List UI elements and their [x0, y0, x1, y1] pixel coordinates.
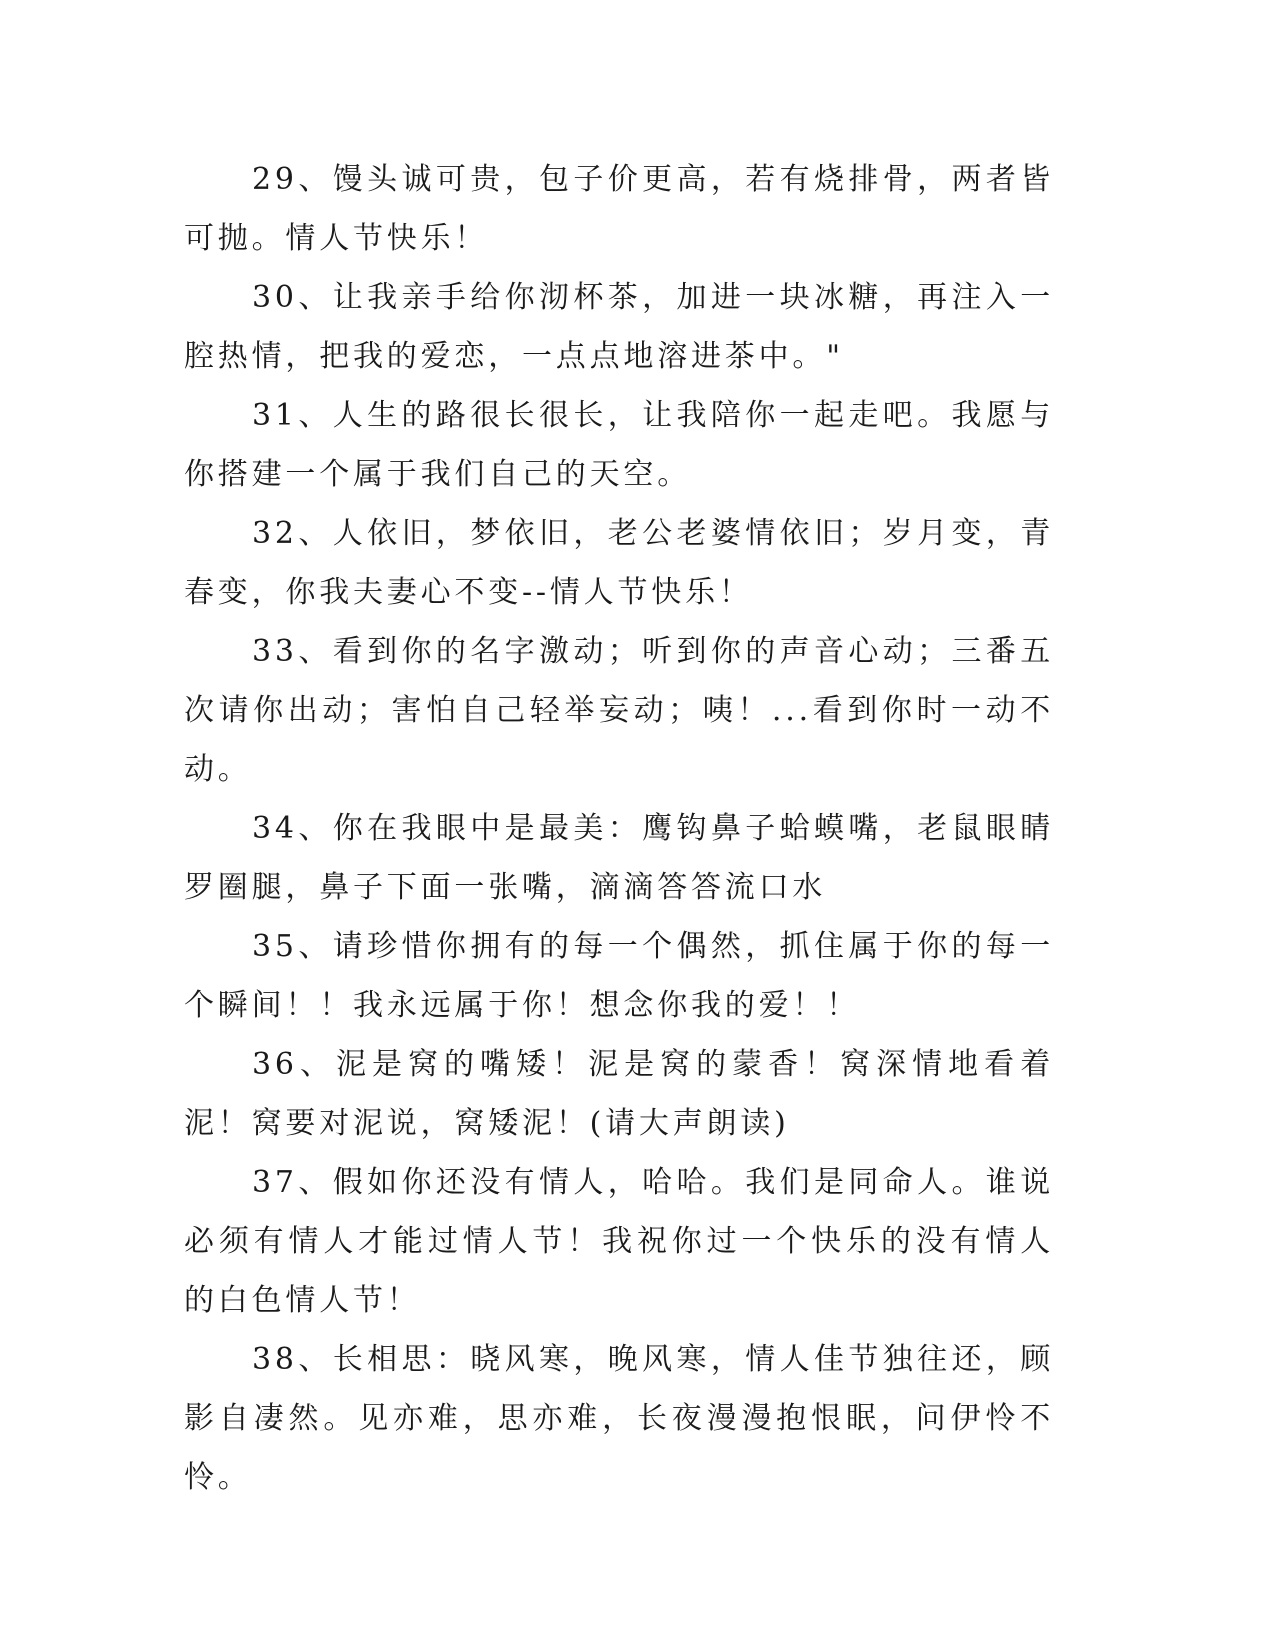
paragraph-38: 38、长相思：晓风寒，晚风寒，情人佳节独往还，顾影自凄然。见亦难，思亦难，长夜漫漫抱恨眠，问伊怜不怜。 — [184, 1342, 1054, 1495]
paragraph-33: 33、看到你的名字激动；听到你的声音心动；三番五次请你出动；害怕自己轻举妄动；咦！...看到你时一动不动。 — [184, 634, 1054, 787]
paragraph-37: 37、假如你还没有情人，哈哈。我们是同命人。谁说必须有情人才能过情人节！我祝你过一个快乐的没有情人的白色情人节！ — [184, 1165, 1054, 1318]
document-body — [184, 150, 1054, 1507]
paragraph-34: 34、你在我眼中是最美：鹰钩鼻子蛤蟆嘴，老鼠眼睛罗圈腿，鼻子下面一张嘴，滴滴答答流口水 — [184, 811, 1054, 905]
paragraph-29: 29、馒头诚可贵，包子价更高，若有烧排骨，两者皆可抛。情人节快乐！ — [184, 162, 1054, 256]
paragraph-32: 32、人依旧，梦依旧，老公老婆情依旧；岁月变，青春变，你我夫妻心不变--情人节快乐！ — [184, 516, 1054, 610]
paragraph-35: 35、请珍惜你拥有的每一个偶然，抓住属于你的每一个瞬间！！我永远属于你！想念你我的爱！！ — [184, 929, 1054, 1023]
paragraph-36: 36、泥是窝的嘴矮！泥是窝的蒙香！窝深情地看着泥！窝要对泥说，窝矮泥！(请大声朗读) — [184, 1047, 1054, 1141]
paragraph-30: 30、让我亲手给你沏杯茶，加进一块冰糖，再注入一腔热情，把我的爱恋，一点点地溶进茶中。" — [184, 280, 1054, 374]
paragraph-31: 31、人生的路很长很长，让我陪你一起走吧。我愿与你搭建一个属于我们自己的天空。 — [184, 398, 1054, 492]
